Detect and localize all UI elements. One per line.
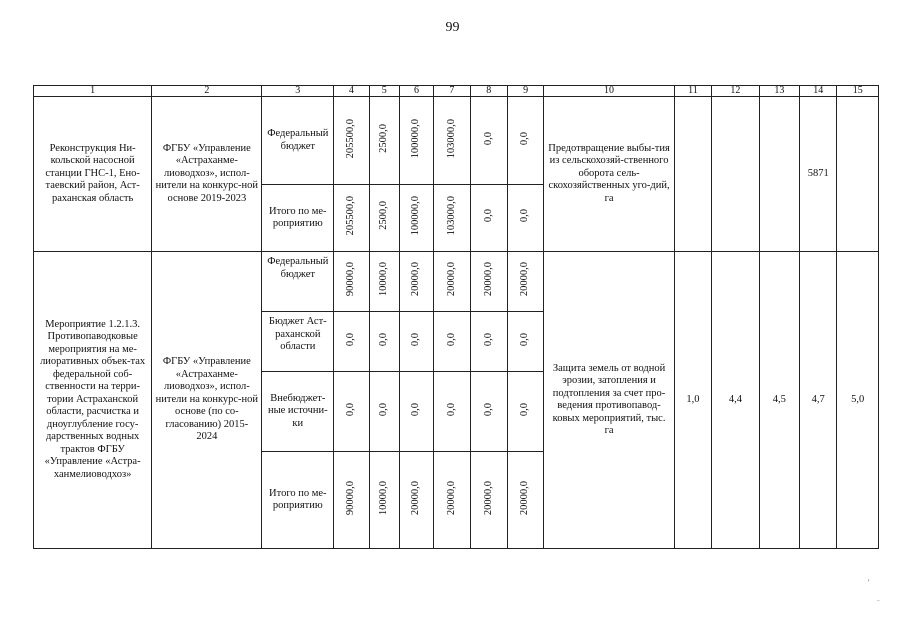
column-number: 2 xyxy=(152,86,262,97)
funding-value: 205500,0 xyxy=(345,196,357,236)
indicator-value xyxy=(837,97,879,252)
column-number: 1 xyxy=(34,86,152,97)
table-row xyxy=(34,97,879,185)
funding-source: Внебюджет-ные источни-ки xyxy=(262,372,334,452)
column-number: 9 xyxy=(507,86,543,97)
funding-value: 20000,0 xyxy=(482,262,494,297)
target-indicator: Защита земель от водной эрозии, затопления и подтопления за счет про-ведения противопавод-ковых мероприятий, тыс. га xyxy=(544,252,674,549)
measure-name: Мероприятие 1.2.1.3. Противопаводковые мероприятия на ме-лиоративных объек-тах федеральной соб-ственности на терри-тории Астраханской области, расчистка и дноуглубление госу-дарственных водных трактов ФГБУ «Управление «Астра-ханмелиоводхоз» xyxy=(34,252,152,549)
column-number: 12 xyxy=(712,86,760,97)
indicator-value: 4,4 xyxy=(712,252,760,549)
column-number: 6 xyxy=(399,86,433,97)
funding-value: 20000,0 xyxy=(482,480,494,515)
funding-value: 20000,0 xyxy=(410,262,422,297)
funding-value: 20000,0 xyxy=(410,480,422,515)
funding-value: 20000,0 xyxy=(445,480,457,515)
table-row xyxy=(34,252,879,312)
column-number: 5 xyxy=(369,86,399,97)
funding-value: 20000,0 xyxy=(519,262,531,297)
funding-value: 100000,0 xyxy=(410,196,422,236)
funding-value: 0,0 xyxy=(482,131,494,145)
funding-value: 0,0 xyxy=(519,332,531,346)
funding-value: 0,0 xyxy=(445,402,457,416)
funding-value: 20000,0 xyxy=(519,480,531,515)
indicator-value: 4,5 xyxy=(759,252,799,549)
funding-value: 20000,0 xyxy=(445,262,457,297)
funding-value: 103000,0 xyxy=(445,118,457,158)
executor: ФГБУ «Управление «Астраханме-лиоводхоз», испол-нители на конкурс-ной основе 2019-2023 xyxy=(152,97,262,252)
funding-value: 205500,0 xyxy=(345,118,357,158)
column-number: 14 xyxy=(800,86,837,97)
column-number: 13 xyxy=(759,86,799,97)
funding-source: Итого по ме-роприятию xyxy=(262,452,334,549)
column-number: 7 xyxy=(434,86,470,97)
funding-value: 103000,0 xyxy=(445,196,457,236)
funding-value: 0,0 xyxy=(482,402,494,416)
indicator-value xyxy=(759,97,799,252)
target-indicator: Предотвращение выбы-тия из сельскохозяй-ственного оборота сель-скохозяйственных уго-дий, га xyxy=(544,97,674,252)
funding-value: 0,0 xyxy=(345,402,357,416)
funding-value: 2500,0 xyxy=(377,123,389,153)
funding-source: Итого по ме-роприятию xyxy=(262,185,334,252)
funding-value: 0,0 xyxy=(377,402,389,416)
page-number: 99 xyxy=(445,20,460,35)
funding-source: Бюджет Аст-раханской области xyxy=(262,312,334,372)
indicator-value: 5,0 xyxy=(837,252,879,549)
funding-value: 90000,0 xyxy=(345,262,357,297)
funding-value: 10000,0 xyxy=(377,262,389,297)
funding-source: Федеральный бюджет xyxy=(262,252,334,312)
scan-mark: ' xyxy=(868,578,870,587)
funding-source: Федеральный бюджет xyxy=(262,97,334,185)
indicator-value: 5871 xyxy=(800,97,837,252)
funding-value: 0,0 xyxy=(519,209,531,223)
column-number: 3 xyxy=(262,86,334,97)
indicator-value xyxy=(712,97,760,252)
funding-value: 0,0 xyxy=(377,332,389,346)
funding-value: 0,0 xyxy=(410,402,422,416)
funding-value: 0,0 xyxy=(519,402,531,416)
measure-name: Реконструкция Ни-кольской насосной станции ГНС-1, Ено-таевский район, Аст-раханская область xyxy=(34,97,152,252)
funding-value: 0,0 xyxy=(482,209,494,223)
column-number: 10 xyxy=(544,86,674,97)
scan-mark: - xyxy=(877,596,880,605)
funding-value: 100000,0 xyxy=(410,118,422,158)
indicator-value: 4,7 xyxy=(800,252,837,549)
column-number: 4 xyxy=(334,86,369,97)
funding-value: 0,0 xyxy=(345,332,357,346)
indicator-value xyxy=(674,97,711,252)
funding-value: 10000,0 xyxy=(377,480,389,515)
column-number: 15 xyxy=(837,86,879,97)
column-number: 8 xyxy=(470,86,507,97)
column-number-row xyxy=(34,86,879,97)
funding-value: 0,0 xyxy=(519,131,531,145)
funding-value: 90000,0 xyxy=(345,480,357,515)
funding-value: 2500,0 xyxy=(377,201,389,231)
indicator-value: 1,0 xyxy=(674,252,711,549)
funding-value: 0,0 xyxy=(410,332,422,346)
executor: ФГБУ «Управление «Астраханме-лиоводхоз», испол-нители на конкурс-ной основе (по со-гласованию) 2015-2024 xyxy=(152,252,262,549)
funding-value: 0,0 xyxy=(445,332,457,346)
funding-value: 0,0 xyxy=(482,332,494,346)
column-number: 11 xyxy=(674,86,711,97)
program-table xyxy=(33,85,879,549)
